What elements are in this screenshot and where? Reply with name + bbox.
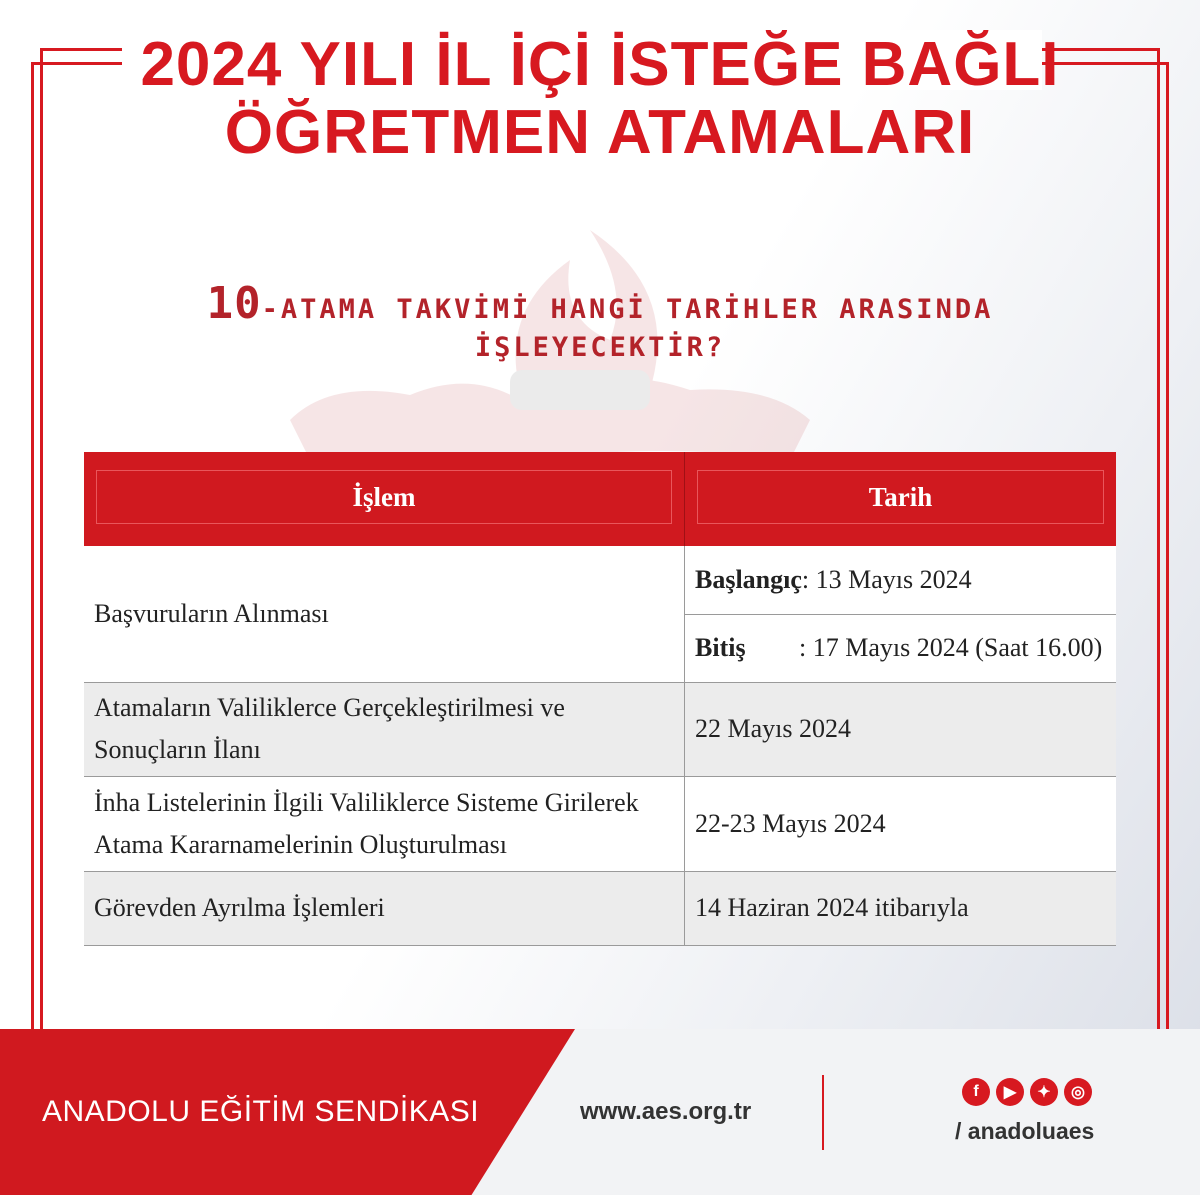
instagram-icon[interactable]: ◎ xyxy=(1064,1078,1092,1106)
question-number: 10 xyxy=(206,278,262,329)
question-text-1: -ATAMA TAKVİMİ HANGİ TARİHLER ARASINDA xyxy=(261,294,994,325)
social-icons xyxy=(962,1078,1092,1106)
page-title-line-1: 2024 YILI İL İÇİ İSTEĞE BAĞLI xyxy=(140,30,1060,99)
twitter-icon[interactable]: ✦ xyxy=(1030,1078,1058,1106)
social-handle[interactable]: / anadoluaes xyxy=(955,1118,1095,1144)
row-3-date: 22-23 Mayıs 2024 xyxy=(685,776,1117,871)
row-3-process: İnha Listelerinin İlgili Valiliklerce Sisteme Girilerek Atama Kararnamelerinin Oluşturulması xyxy=(84,776,685,871)
website-link[interactable]: www.aes.org.tr xyxy=(580,1098,752,1125)
table-row xyxy=(84,682,1116,776)
frame-left-outer xyxy=(31,62,34,1030)
youtube-icon[interactable]: ▶ xyxy=(996,1078,1024,1106)
table-row xyxy=(84,871,1116,945)
org-name: ANADOLU EĞİTİM SENDİKASI xyxy=(42,1095,480,1128)
question-line-2: İŞLEYECEKTİR? xyxy=(474,332,726,363)
frame-left-inner xyxy=(40,48,43,1030)
frame-right-outer xyxy=(1166,62,1169,1030)
header-process: İşlem xyxy=(84,452,685,546)
row-1-start: Başlangıç: 13 Mayıs 2024 xyxy=(685,546,1117,614)
page-title-line-2: ÖĞRETMEN ATAMALARI xyxy=(224,98,976,167)
footer-divider xyxy=(822,1075,824,1150)
question-line-1 xyxy=(0,278,1200,329)
header-date: Tarih xyxy=(685,452,1117,546)
row-1-process: Başvuruların Alınması xyxy=(84,546,685,682)
table-row xyxy=(84,546,1116,614)
facebook-icon[interactable]: f xyxy=(962,1078,990,1106)
table-row xyxy=(84,776,1116,871)
row-2-date: 22 Mayıs 2024 xyxy=(685,682,1117,776)
table-header-row xyxy=(84,452,1116,546)
row-1-end: Bitiş : 17 Mayıs 2024 (Saat 16.00) xyxy=(685,614,1117,682)
schedule-table xyxy=(84,452,1116,946)
row-4-date: 14 Haziran 2024 itibarıyla xyxy=(685,871,1117,945)
row-4-process: Görevden Ayrılma İşlemleri xyxy=(84,871,685,945)
row-2-process: Atamaların Valiliklerce Gerçekleştirilmesi ve Sonuçların İlanı xyxy=(84,682,685,776)
frame-right-inner xyxy=(1157,48,1160,1030)
